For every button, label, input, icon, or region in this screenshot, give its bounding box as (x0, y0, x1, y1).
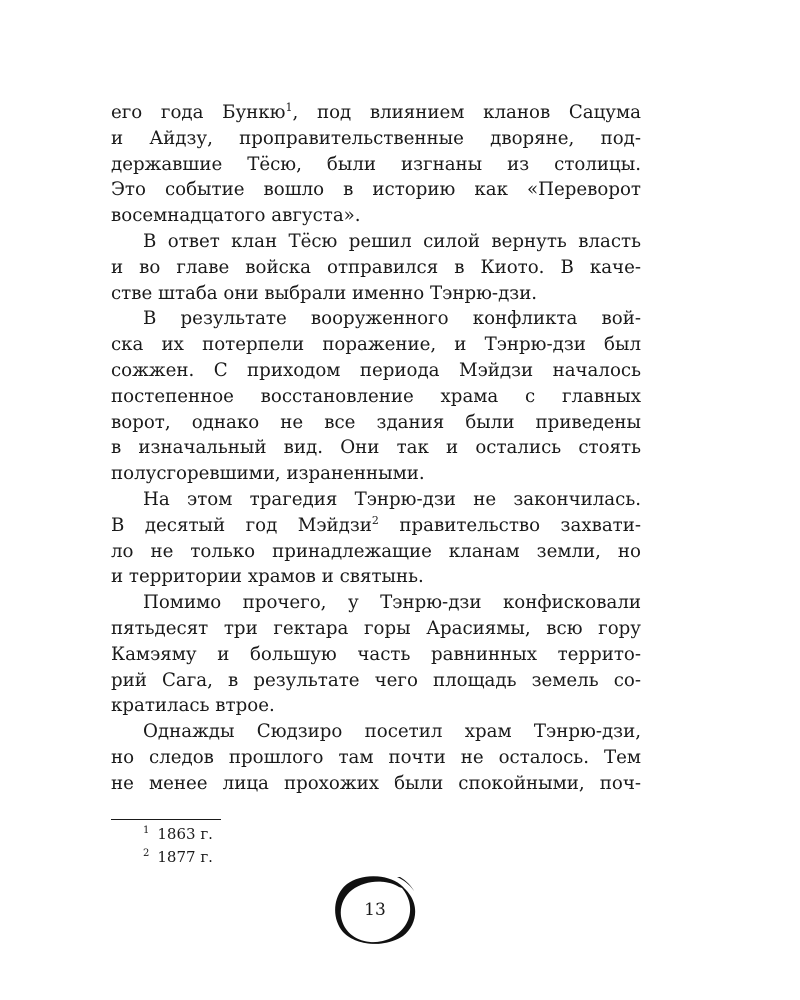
text-line: На этом трагедия Тэнрю-дзи не закончилась. (143, 488, 641, 510)
text-line: В результате вооруженного конфликта вой- (143, 308, 641, 330)
text-line: Однажды Сюдзиро посетил храм Тэнрю-дзи, (143, 721, 641, 743)
text-line: ло не только принадлежащие кланам земли, но (111, 540, 641, 562)
text-line: восемнадцатого августа». (111, 205, 361, 227)
text-line: кратилась втрое. (111, 695, 275, 717)
footnote-ref: 1 (285, 101, 293, 114)
footnotes (143, 823, 213, 869)
footnote-separator (111, 819, 221, 820)
footnote-ref: 2 (371, 513, 379, 527)
text-line: в изначальный вид. Они так и остались стоять (111, 437, 641, 459)
text-line: ворот, однако не все здания были приведены (111, 411, 641, 433)
text-line: державшие Тёсю, были изгнаны из столицы. (111, 153, 641, 175)
text-line: Камэяму и большую часть равнинных террито- (111, 643, 641, 665)
footnote (143, 823, 213, 846)
text-line: его года Бункю$^1$, под влиянием кланов Сацума (111, 101, 641, 123)
footnote-mark: 1 (143, 825, 150, 836)
text-line: Помимо прочего, у Тэнрю-дзи конфисковали (143, 592, 641, 614)
text-line: В десятый год Мэйдзи$^2$ правительство захвати- (111, 513, 641, 536)
text-line: и территории храмов и святынь. (111, 566, 424, 588)
footnote (143, 846, 213, 869)
text-line: пятьдесят три гектара горы Арасиямы, всю гору (111, 617, 641, 639)
text-line: и во главе войска отправился в Киото. В каче- (111, 256, 641, 278)
body-text (111, 100, 641, 797)
text-line: не менее лица прохожих были спокойными, поч- (111, 772, 641, 794)
text-line: постепенное восстановление храма с главных (111, 385, 641, 407)
text-line: полусгоревшими, израненными. (111, 463, 425, 485)
text-line: Это событие вошло в историю как «Переворот (111, 179, 641, 201)
page-number: 13 (364, 900, 386, 920)
text-line: ска их потерпели поражение, и Тэнрю-дзи был (111, 334, 641, 356)
text-line: стве штаба они выбрали именно Тэнрю-дзи. (111, 282, 538, 304)
footnote-text: 1877 г. (157, 848, 213, 866)
text-line: рий Сага, в результате чего площадь земель со- (111, 669, 641, 691)
footnote-mark: 2 (143, 848, 150, 859)
page-number-badge (327, 868, 423, 952)
text-line: и Айдзу, проправительственные дворяне, под- (111, 127, 641, 149)
text-line: но следов прошлого там почти не осталось. Тем (111, 746, 641, 768)
footnote-text: 1863 г. (157, 825, 213, 843)
text-line: сожжен. С приходом периода Мэйдзи началось (111, 359, 641, 381)
text-line: В ответ клан Тёсю решил силой вернуть власть (143, 230, 641, 252)
